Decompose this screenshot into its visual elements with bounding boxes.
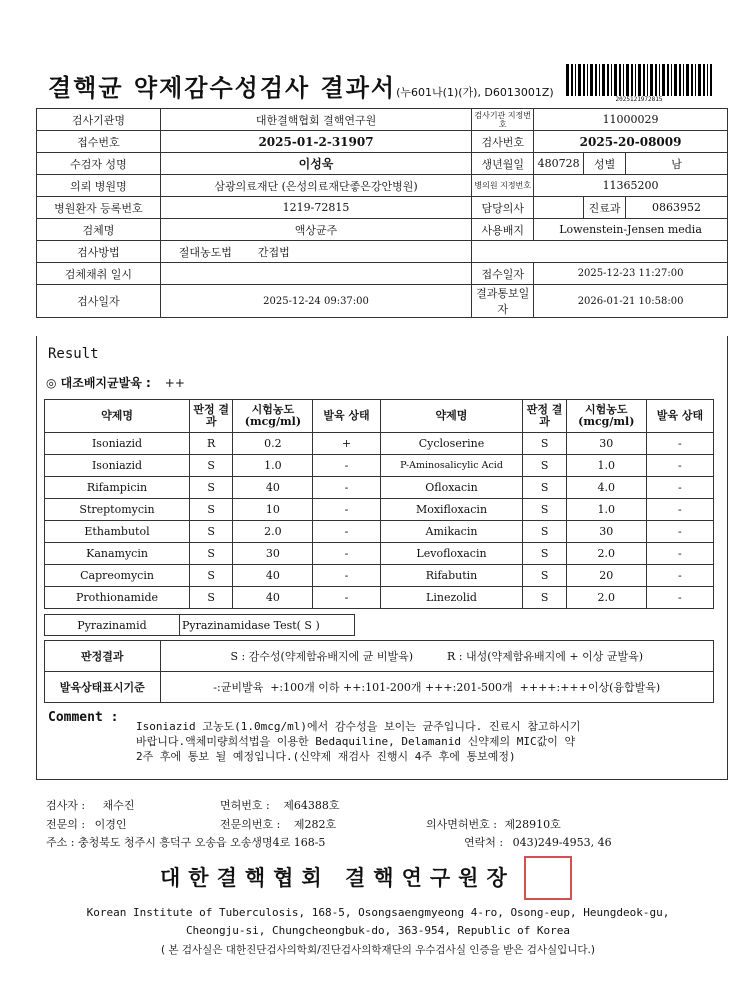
growth-status: - (646, 455, 713, 477)
legend-growth-label: 발육상태표시기준 (45, 672, 161, 703)
table-row (37, 153, 728, 175)
growth-status: - (646, 565, 713, 587)
table-row (45, 565, 714, 587)
patient-info-table (36, 108, 728, 318)
drug-name: Isoniazid (45, 433, 190, 455)
table-row (45, 521, 714, 543)
value-report-date: 2026-01-21 10:58:00 (534, 285, 728, 318)
growth-status: - (313, 587, 380, 609)
judge-result: S (190, 543, 233, 565)
table-row (37, 241, 728, 263)
specialist-line (46, 816, 126, 832)
value-patient-no: 1219-72815 (160, 197, 471, 219)
judge-result: S (190, 587, 233, 609)
label-method: 검사방법 (37, 241, 161, 263)
doctor-license-value: 제28910호 (504, 818, 561, 831)
header-conc: 시험농도 (mcg/ml) (566, 400, 646, 433)
growth-status: - (646, 477, 713, 499)
label-hospital-id: 병의원 지정번호 (472, 175, 534, 197)
document-title (48, 68, 554, 103)
barcode-number: 2025121972815 (615, 96, 663, 103)
header-judge: 판정 결과 (523, 400, 566, 433)
test-concentration: 40 (233, 587, 313, 609)
address-english-1: Korean Institute of Tuberculosis, 168-5, Osongsaengmyeong 4-ro, Osong-eup, Heungdeok-gu, (86, 906, 670, 919)
drug-name: Cycloserine (380, 433, 523, 455)
test-concentration: 10 (233, 499, 313, 521)
legend-judge-values (160, 641, 714, 672)
value-lab-id: 11000029 (534, 109, 728, 131)
label-lab: 검사기관명 (37, 109, 161, 131)
test-concentration: 20 (566, 565, 646, 587)
drug-name: Linezolid (380, 587, 523, 609)
test-concentration: 1.0 (566, 455, 646, 477)
label-lab-id: 검사기관 지정번호 (472, 109, 534, 131)
header-conc: 시험농도 (mcg/ml) (233, 400, 313, 433)
value-medium: Lowenstein-Jensen media (534, 219, 728, 241)
label-name: 수검자 성명 (37, 153, 161, 175)
drug-name: Prothionamide (45, 587, 190, 609)
judge-result: S (190, 565, 233, 587)
drug-name: Capreomycin (45, 565, 190, 587)
control-growth-value: ++ (164, 376, 185, 390)
test-concentration: 1.0 (233, 455, 313, 477)
table-row (45, 499, 714, 521)
growth-status: - (646, 521, 713, 543)
judge-result: S (190, 499, 233, 521)
growth-status: - (313, 477, 380, 499)
table-row (45, 672, 714, 703)
specialist-no-value: 제282호 (293, 818, 337, 831)
title-text: 결핵균 약제감수성검사 결과서 (48, 74, 397, 102)
judge-result: S (523, 543, 566, 565)
pyrazinamid-label: Pyrazinamid (45, 615, 180, 636)
table-row (37, 109, 728, 131)
value-hospital: 삼광의료재단 (은성의료재단좋은강안병원) (160, 175, 471, 197)
drug-name: Moxifloxacin (380, 499, 523, 521)
label-doctor: 담당의사 (472, 197, 534, 219)
table-header-row (45, 400, 714, 433)
drug-name: Ethambutol (45, 521, 190, 543)
value-hospital-id: 11365200 (534, 175, 728, 197)
value-dept: 0863952 (626, 197, 728, 219)
table-row (45, 615, 355, 636)
table-row (37, 197, 728, 219)
pyrazinamid-value: Pyrazinamidase Test( S ) (180, 615, 355, 636)
label-birth: 생년월일 (472, 153, 534, 175)
control-growth-label: ◎ 대조배지균발육 : (46, 376, 151, 390)
growth-status: - (313, 543, 380, 565)
table-row (45, 455, 714, 477)
tester-label: 검사자 : (46, 799, 86, 812)
legend-growth-value: -:균비발육 +:100개 이하 ++:101-200개 +++:201-500개 ++++:+++이상(융합발육) (160, 672, 714, 703)
judge-result: S (190, 455, 233, 477)
label-patient-no: 병원환자 등록번호 (37, 197, 161, 219)
comment-text: Isoniazid 고농도(1.0mcg/ml)에서 감수성을 보이는 균주입니다. 진료시 참고하시기 바랍니다.액체미량희석법을 이용한 Bedaquiline, Delamanid 신약제의 MIC값이 약 2주 후에 통보 될 예정입니다.(신약제 재검사 진행시 4주 후에 통보예정) (136, 720, 581, 763)
value-birth: 480728 (534, 153, 584, 175)
drug-name: Amikacin (380, 521, 523, 543)
address: 주소 : 충청북도 청주시 흥덕구 오송읍 오송생명4로 168-5 (46, 836, 326, 849)
test-concentration: 30 (566, 433, 646, 455)
drug-susceptibility-table (44, 399, 714, 609)
growth-status: - (313, 499, 380, 521)
label-collect-date: 검체채취 일시 (37, 263, 161, 285)
judge-result: S (523, 499, 566, 521)
specialist-no-line (220, 816, 336, 832)
table-row (37, 285, 728, 318)
label-recv-date: 접수일자 (472, 263, 534, 285)
test-concentration: 4.0 (566, 477, 646, 499)
drug-name: Streptomycin (45, 499, 190, 521)
test-concentration: 1.0 (566, 499, 646, 521)
value-name: 이성욱 (160, 153, 471, 175)
value-lab: 대한결핵협회 결핵연구원 (160, 109, 471, 131)
barcode-icon (566, 64, 712, 96)
label-specimen: 검체명 (37, 219, 161, 241)
specialist-label: 전문의 : (46, 818, 86, 831)
method-1: 절대농도법 (178, 245, 232, 259)
tester-name: 채수진 (102, 799, 135, 812)
control-growth (46, 374, 185, 391)
label-hospital: 의뢰 병원명 (37, 175, 161, 197)
table-row (45, 641, 714, 672)
label-test-no: 검사번호 (472, 131, 534, 153)
specialist-name: 이경인 (94, 818, 127, 831)
doctor-license-line (426, 816, 561, 832)
legend-judge-r: R : 내성(약제함유배지에 + 이상 균발육) (447, 650, 644, 663)
table-row (45, 587, 714, 609)
address-english-2: Cheongju-si, Chungcheongbuk-do, 363-954, Republic of Korea (185, 924, 571, 937)
license-value: 제64388호 (283, 799, 340, 812)
legend-judge-s: S : 감수성(약제함유배지에 균 비발육) (230, 650, 414, 663)
test-concentration: 0.2 (233, 433, 313, 455)
table-row (37, 131, 728, 153)
judge-result: S (523, 455, 566, 477)
judge-result: R (190, 433, 233, 455)
header-drug: 약제명 (380, 400, 523, 433)
label-report-date: 결과통보일자 (472, 285, 534, 318)
drug-name: Rifampicin (45, 477, 190, 499)
label-dept: 진료과 (584, 197, 626, 219)
growth-status: - (313, 565, 380, 587)
drug-name: P-Aminosalicylic Acid (380, 455, 523, 477)
growth-status: - (646, 499, 713, 521)
judge-result: S (190, 477, 233, 499)
label-sex: 성별 (584, 153, 626, 175)
result-title: Result (48, 346, 99, 362)
legend-table (44, 640, 714, 703)
form-code: (누601나(1)(가), D6013001Z) (396, 86, 554, 99)
specialist-no-label: 전문의번호 : (220, 818, 281, 831)
drug-name: Levofloxacin (380, 543, 523, 565)
test-concentration: 2.0 (566, 587, 646, 609)
value-test-date: 2025-12-24 09:37:00 (160, 285, 471, 318)
label-test-date: 검사일자 (37, 285, 161, 318)
tester-line (46, 797, 134, 813)
judge-result: S (523, 521, 566, 543)
table-row (45, 477, 714, 499)
drug-name: Kanamycin (45, 543, 190, 565)
growth-status: - (313, 521, 380, 543)
header-drug: 약제명 (45, 400, 190, 433)
phone-line (464, 834, 612, 850)
comment-label: Comment : (48, 710, 119, 725)
value-sex: 남 (626, 153, 728, 175)
drug-name: Isoniazid (45, 455, 190, 477)
organization-name: 대한결핵협회 결핵연구원장 (160, 865, 515, 890)
growth-status: - (313, 455, 380, 477)
judge-result: S (523, 565, 566, 587)
table-row (45, 543, 714, 565)
license-label: 면허번호 : (220, 799, 270, 812)
table-row (37, 263, 728, 285)
growth-status: - (646, 433, 713, 455)
method-2: 간접법 (257, 245, 290, 259)
judge-result: S (190, 521, 233, 543)
test-concentration: 2.0 (233, 521, 313, 543)
table-row (37, 219, 728, 241)
drug-name: Rifabutin (380, 565, 523, 587)
test-concentration: 30 (233, 543, 313, 565)
pyrazinamid-table (44, 614, 355, 636)
license-line (220, 797, 339, 813)
value-recv-date: 2025-12-23 11:27:00 (534, 263, 728, 285)
phone-value: 043)249-4953, 46 (512, 836, 612, 849)
certification-note: ( 본 검사실은 대한진단검사의학회/진단검사의학재단의 우수검사실 인증을 받은 검사실입니다.) (160, 944, 595, 956)
growth-status: + (313, 433, 380, 455)
growth-status: - (646, 587, 713, 609)
test-concentration: 40 (233, 565, 313, 587)
header-growth: 발육 상태 (313, 400, 380, 433)
drug-name: Ofloxacin (380, 477, 523, 499)
legend-judge-label: 판정결과 (45, 641, 161, 672)
test-concentration: 30 (566, 521, 646, 543)
judge-result: S (523, 433, 566, 455)
phone-label: 연락처 : (464, 836, 504, 849)
judge-result: S (523, 477, 566, 499)
doctor-license-label: 의사면허번호 : (426, 818, 497, 831)
value-specimen: 액상균주 (160, 219, 471, 241)
growth-status: - (646, 543, 713, 565)
header-judge: 판정 결과 (190, 400, 233, 433)
test-concentration: 40 (233, 477, 313, 499)
header-growth: 발육 상태 (646, 400, 713, 433)
label-medium: 사용배지 (472, 219, 534, 241)
value-test-no: 2025-20-08009 (534, 131, 728, 153)
value-method (160, 241, 471, 263)
judge-result: S (523, 587, 566, 609)
value-receipt: 2025-01-2-31907 (160, 131, 471, 153)
table-row (37, 175, 728, 197)
table-row (45, 433, 714, 455)
test-concentration: 2.0 (566, 543, 646, 565)
seal-stamp-icon (524, 856, 572, 900)
label-receipt: 접수번호 (37, 131, 161, 153)
